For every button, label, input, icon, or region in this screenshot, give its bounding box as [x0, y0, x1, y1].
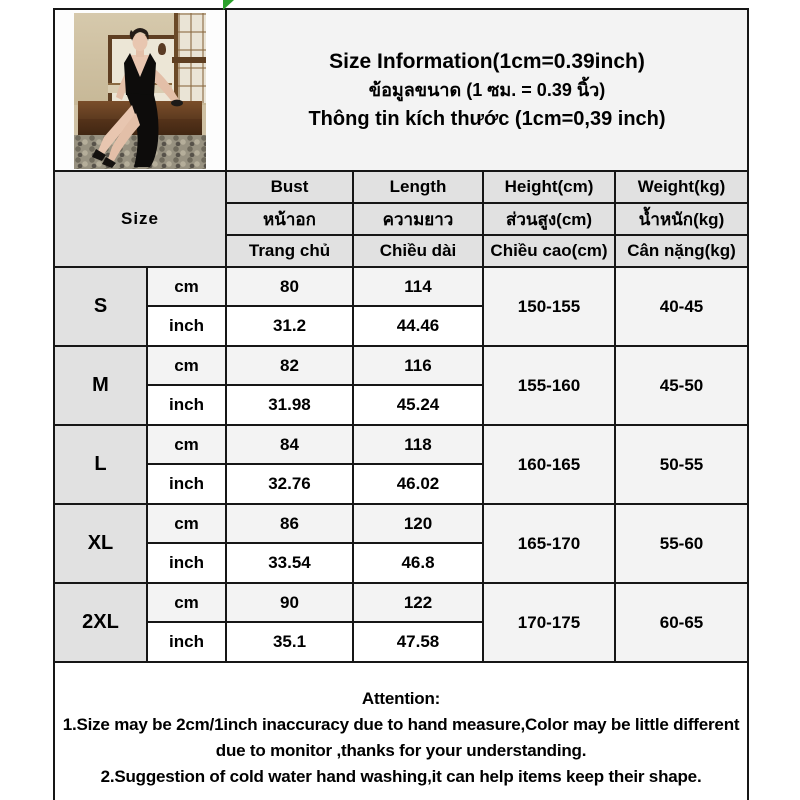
col-length-en: Length [353, 171, 483, 203]
size-label-2xl: 2XL [54, 583, 147, 662]
2xl-weight: 60-65 [615, 583, 748, 662]
unit-cm: cm [147, 504, 226, 543]
2xl-bust-inch: 35.1 [226, 622, 353, 662]
l-height: 160-165 [483, 425, 615, 504]
l-bust-cm: 84 [226, 425, 353, 464]
m-length-inch: 45.24 [353, 385, 483, 425]
size-label-s: S [54, 267, 147, 346]
attention-note-2: 2.Suggestion of cold water hand washing,it can help items keep their shape. [100, 767, 702, 786]
unit-inch: inch [147, 306, 226, 346]
unit-cm: cm [147, 583, 226, 622]
product-photo [74, 13, 206, 169]
row-s-cm [54, 267, 748, 306]
col-bust-th: หน้าอก [226, 203, 353, 235]
2xl-height: 170-175 [483, 583, 615, 662]
m-bust-cm: 82 [226, 346, 353, 385]
unit-inch: inch [147, 543, 226, 583]
title-th: ข้อมูลขนาด (1 ซม. = 0.39 นิ้ว) [368, 79, 606, 100]
l-length-inch: 46.02 [353, 464, 483, 504]
unit-cm: cm [147, 267, 226, 306]
col-height-en: Height(cm) [483, 171, 615, 203]
col-weight-en: Weight(kg) [615, 171, 748, 203]
row-2xl-cm [54, 583, 748, 622]
unit-cm: cm [147, 346, 226, 385]
col-length-th: ความยาว [353, 203, 483, 235]
2xl-length-cm: 122 [353, 583, 483, 622]
s-length-inch: 44.46 [353, 306, 483, 346]
s-height: 150-155 [483, 267, 615, 346]
size-header: Size [54, 171, 226, 267]
title-en: Size Information(1cm=0.39inch) [329, 49, 645, 73]
s-weight: 40-45 [615, 267, 748, 346]
l-bust-inch: 32.76 [226, 464, 353, 504]
header-row-en [54, 171, 748, 203]
s-bust-inch: 31.2 [226, 306, 353, 346]
col-bust-en: Bust [226, 171, 353, 203]
m-bust-inch: 31.98 [226, 385, 353, 425]
row-l-cm [54, 425, 748, 464]
size-label-xl: XL [54, 504, 147, 583]
col-bust-vi: Trang chủ [226, 235, 353, 267]
m-weight: 45-50 [615, 346, 748, 425]
size-label-m: M [54, 346, 147, 425]
l-weight: 50-55 [615, 425, 748, 504]
product-photo-cell [54, 9, 226, 171]
2xl-length-inch: 47.58 [353, 622, 483, 662]
xl-height: 165-170 [483, 504, 615, 583]
xl-length-cm: 120 [353, 504, 483, 543]
attention-note-1: 1.Size may be 2cm/1inch inaccuracy due to hand measure,Color may be little different due to monitor ,thanks for your understanding. [62, 715, 740, 760]
xl-bust-inch: 33.54 [226, 543, 353, 583]
l-length-cm: 118 [353, 425, 483, 464]
m-height: 155-160 [483, 346, 615, 425]
col-height-vi: Chiều cao(cm) [483, 235, 615, 267]
attention-cell [54, 662, 748, 800]
xl-bust-cm: 86 [226, 504, 353, 543]
title-cell [226, 9, 748, 171]
xl-length-inch: 46.8 [353, 543, 483, 583]
green-flag-icon [223, 0, 234, 10]
size-table [53, 8, 749, 800]
unit-inch: inch [147, 464, 226, 504]
attention-heading: Attention: [361, 689, 441, 708]
xl-weight: 55-60 [615, 504, 748, 583]
s-bust-cm: 80 [226, 267, 353, 306]
size-label-l: L [54, 425, 147, 504]
unit-cm: cm [147, 425, 226, 464]
top-row [54, 9, 748, 171]
col-length-vi: Chiều dài [353, 235, 483, 267]
s-length-cm: 114 [353, 267, 483, 306]
2xl-bust-cm: 90 [226, 583, 353, 622]
col-weight-vi: Cân nặng(kg) [615, 235, 748, 267]
col-weight-th: น้ำหนัก(kg) [615, 203, 748, 235]
row-xl-cm [54, 504, 748, 543]
col-height-th: ส่วนสูง(cm) [483, 203, 615, 235]
attention-row [54, 662, 748, 800]
row-m-cm [54, 346, 748, 385]
m-length-cm: 116 [353, 346, 483, 385]
unit-inch: inch [147, 622, 226, 662]
unit-inch: inch [147, 385, 226, 425]
title-vi: Thông tin kích thước (1cm=0,39 inch) [308, 107, 666, 130]
photo-model-silhouette [74, 13, 206, 169]
